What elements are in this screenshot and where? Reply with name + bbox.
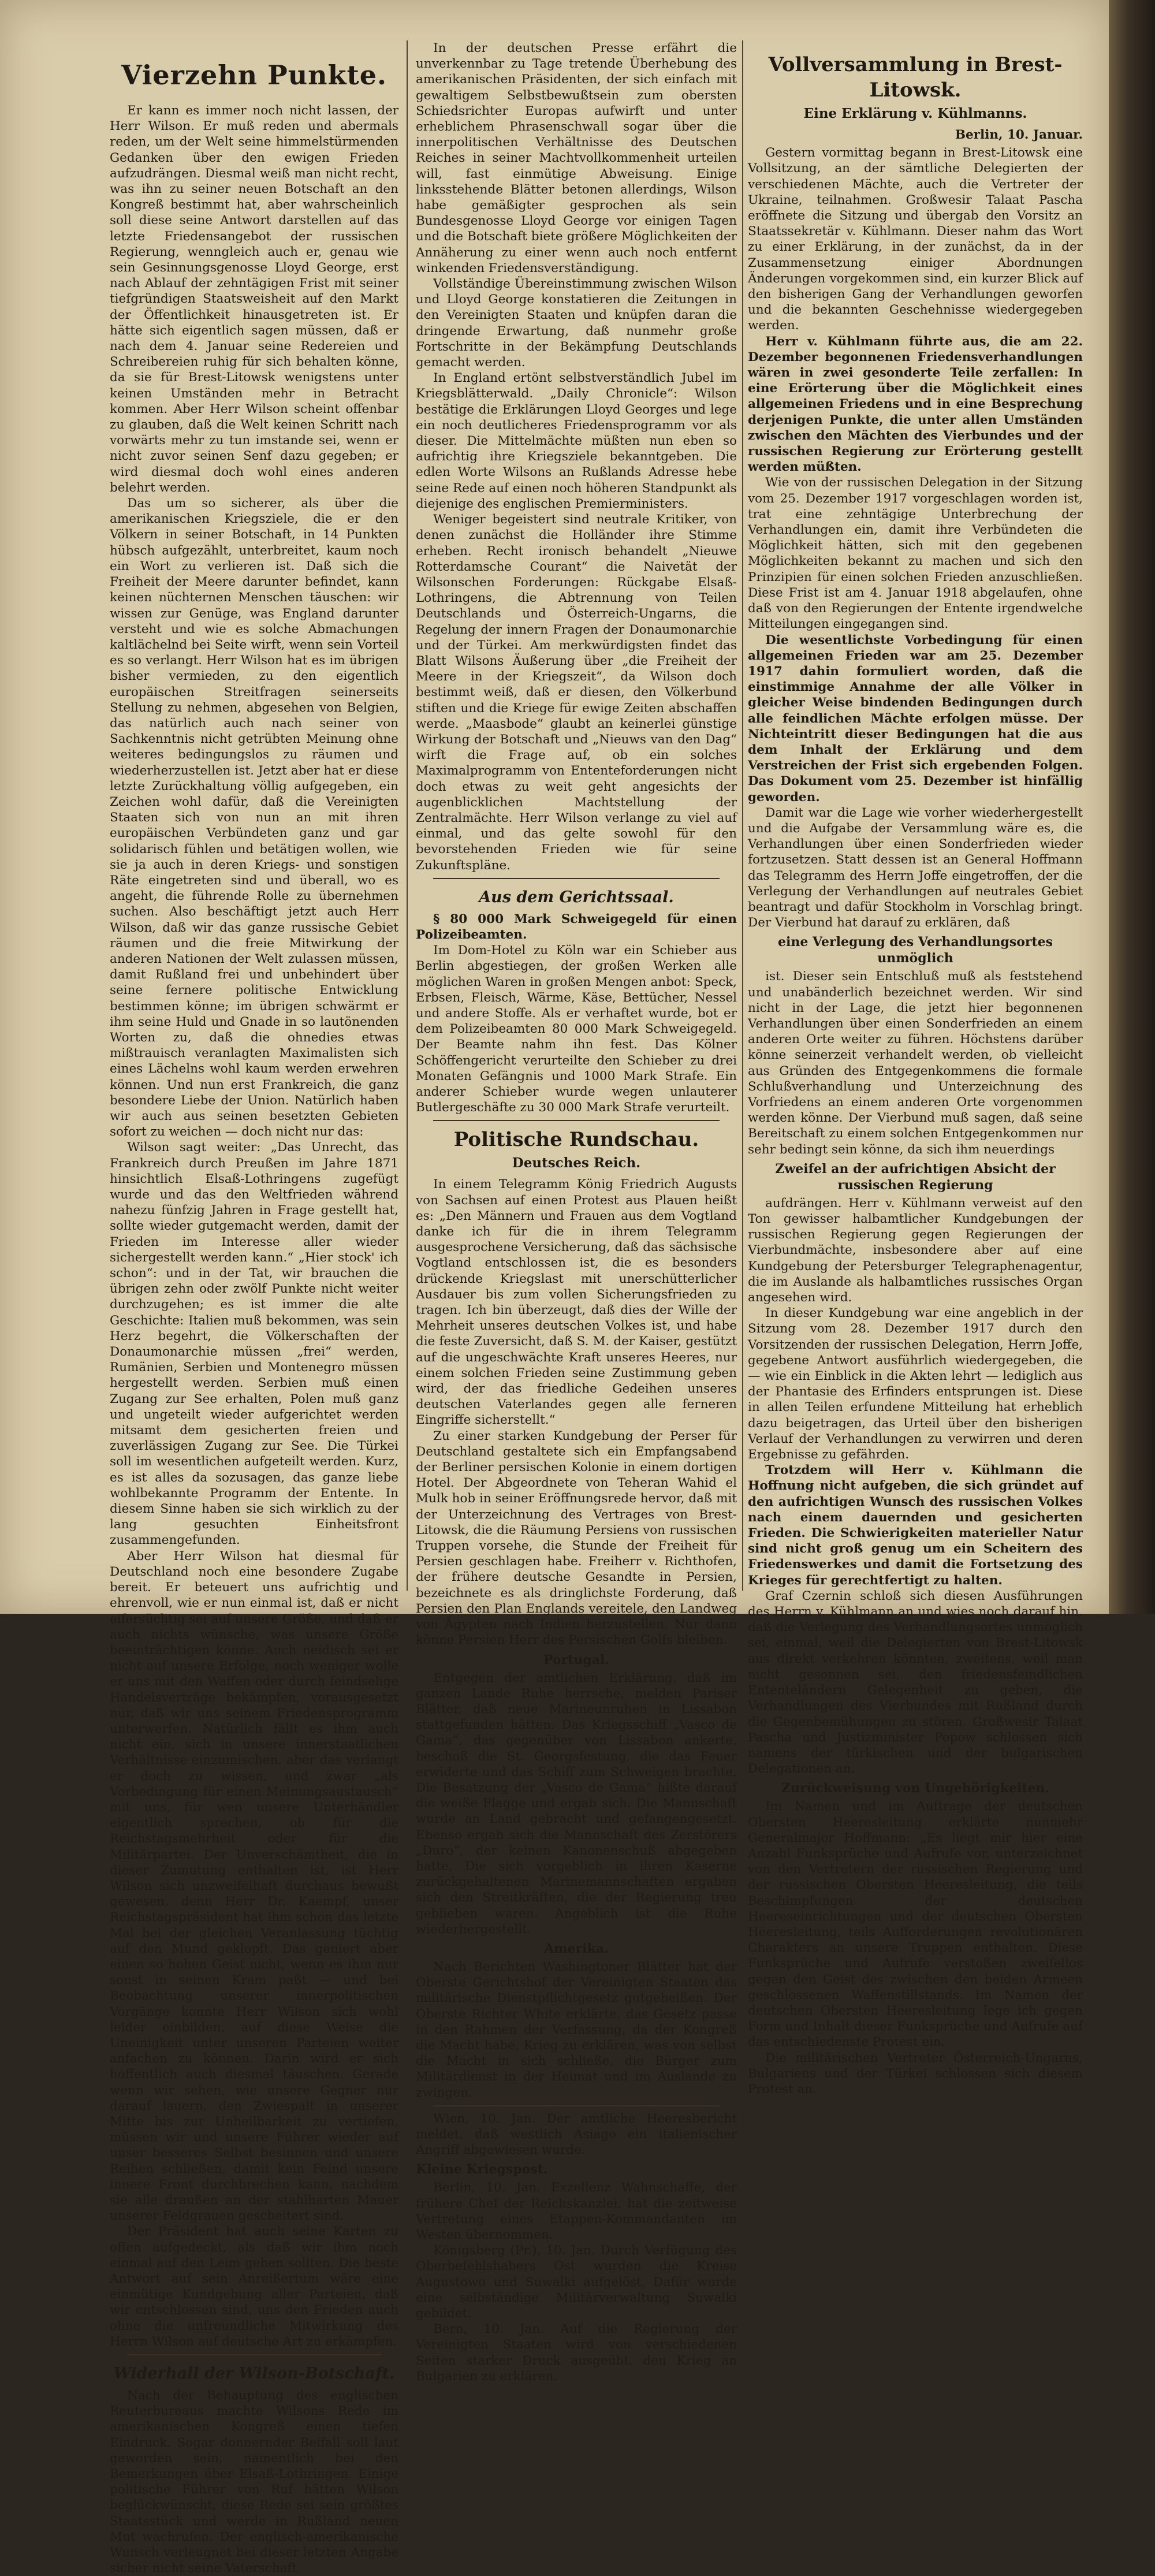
article-title-vierzehn-punkte: Vierzehn Punkte. (121, 59, 388, 91)
article-title-brest-litowsk: Vollversammlung in Brest-Litowsk. (768, 53, 1063, 102)
paragraph: Nach Berichten Washingtoner Blätter hat der Oberste Gerichtshof der Vereinigten Staaten das militärische Dienstpflichtgesetz gutgeheißen. Der Oberste Richter White erklärte, das Gesetz passe in den Rahmen der Verfassung, da der Kongreß die Macht habe, Krieg zu erklären, was von selbst die Macht in sich schließe, die Bürger zum Militärdienst in der Heimat und im Auslande zu zwingen. (416, 1959, 737, 2100)
paragraph: Damit war die Lage wie vorher wiederhergestellt und die Aufgabe der Versammlung wäre es, die Verhandlungen über einen Sonderfrieden wieder fortzusetzen. Statt dessen ist an General Hoffmann das Telegramm des Herrn Joffe eingetroffen, der die Verlegung der Verhandlungen auf neutrales Gebiet beantragt und dafür Stockholm in Vorschlag bringt. Der Vierbund hat darauf zu erklären, daß (748, 805, 1083, 930)
paragraph: Trotzdem will Herr v. Kühlmann die Hoffnung nicht aufgeben, die sich gründet auf den aufrichtigen Wunsch des russischen Volkes nach einem dauernden und gesicherten Frieden. Die Schwierigkeiten materieller Natur sind nicht groß genug um ein Scheitern des Friedenswerkes und damit die Fortsetzung des Krieges für gerechtfertigt zu halten. (748, 1463, 1083, 1588)
paragraph: Die militärischen Vertreter Österreich-Ungarns, Bulgariens und der Türkei schlossen sich diesem Protest an. (748, 2050, 1083, 2097)
paragraph: aufdrängen. Herr v. Kühlmann verweist auf den Ton gewisser halbamtlicher Kundgebungen der russischen Regierung gegen Regierungen der Vierbundmächte, insbesondere aber auf eine Kundgebung der Petersburger Telegraphenagentur, die im Auslande als halbamtliches russisches Organ angesehen wird. (748, 1196, 1083, 1305)
paragraph: Der Präsident hat auch seine Karten zu offen aufgedeckt, als daß wir ihm noch einmal auf den Leim gehen sollten. Die beste Antwort auf sein Anreißertum wäre eine einmütige Kundgebung aller Parteien, daß wir entschlossen sind, uns den Frieden auch ohne die unfreundliche Mitwirkung des Herrn Wilson auf deutsche Art zu erkämpfen. (110, 2224, 398, 2349)
paragraph: Bern, 10. Jan. Auf die Regierung der Vereinigten Staaten wird von verschiedenen Seiten starker Druck ausgeübt, den Krieg an Bulgarien zu erklären. (416, 2322, 737, 2384)
paragraph: Königsberg (Pr.), 10. Jan. Durch Verfügung des Oberbefehlshabers Ost wurden die Kreise Augustowo und Suwalki aufgelöst. Dafür wurde eine selbständige Militärverwaltung Suwalki gebildet. (416, 2243, 737, 2321)
paragraph: Entgegen der amtlichen Erklärung, daß im ganzen Lande Ruhe herrsche, melden Pariser Blätter, daß neue Marineunruhen in Lissabon stattgefunden hätten. Das Kriegsschiff „Vasco de Gama“, das gegenüber von Lissabon ankerte, beschoß die St. Georgsfestung, die das Feuer erwiderte und das Schiff zum Schweigen brachte. Die Besatzung der „Vasco de Gama“ hißte darauf die weiße Flagge und ergab sich. Die Mannschaft wurde an Land gebracht und gefangengesetzt. Ebenso ergab sich die Mannschaft des Zerstörers „Duro“, der keinen Kanonenschuß abgegeben hatte. Die sich vorgeblich in ihren Kaserne zurückgehaltenen Marinemannschaften ergaben sich den Streitkräften, die der Regierung treu geblieben waren. Angeblich ist die Ruhe wiederhergestellt. (416, 1670, 737, 1937)
column-rule (742, 40, 743, 1591)
paragraph: Herr v. Kühlmann führte aus, die am 22. Dezember begonnenen Friedensverhandlungen wären in zwei gesonderte Teile zerfallen: In eine Erörterung über die Möglichkeit eines allgemeinen Friedens und in eine Besprechung derjenigen Punkte, die unter allen Umständen zwischen den Mächten des Vierbundes und der russischen Regierung zur Erörterung gestellt werden müßten. (748, 334, 1083, 475)
column-middle (416, 40, 737, 2384)
subheading: Zurückweisung von Ungehörigkeiten. (781, 1781, 1050, 1796)
subheading: eine Verlegung des Verhandlungsortes unmöglich (777, 935, 1053, 966)
paragraph: In der deutschen Presse erfährt die unverkennbar zu Tage tretende Überhebung des amerikanischen Präsidenten, der sich einfach mit gewaltigem Selbstbewußtsein zum obersten Schiedsrichter Europas aufwirft und unter erheblichem Phrasenschwall sogar über die innerpolitischen Verhältnisse des Deutschen Reiches in seiner Machtvollkommenheit urteilen will, fast einmütige Abweisung. Einige linksstehende Blätter betonen allerdings, Wilson habe gemäßigter gesprochen als sein Bundesgenosse Lloyd George vor einigen Tagen und die Botschaft biete größere Möglichkeiten der Annäherung zu einer wenn auch noch entfernt winkenden Friedensverständigung. (416, 41, 737, 276)
divider (433, 878, 720, 879)
article-subtitle: Eine Erklärung v. Kühlmanns. (803, 106, 1027, 121)
subsection-title-amerika: Amerika. (544, 1941, 609, 1956)
binding-edge (1109, 0, 1155, 1614)
column-left (110, 40, 398, 2576)
paragraph: Nach der Behauptung des englischen Reuterbureaus machte Wilsons Rede im amerikanischen Kongreß einen tiefen Eindruck. Sogar donnernder Beifall soll laut geworden sein, namentlich bei den Bemerkungen über Elsaß-Lothringen. Einige politische Führer von Ruf hätten Wilson beglückwünscht, diese Rede sei sein größtes Staatsstück und werde in Rußland neuen Mut wachrufen. Der englisch-amerikanische Wunsch verleugnet bei dieser letzten Angabe sicher nicht seine Vaterschaft. (110, 2388, 398, 2576)
paragraph: Er kann es immer noch nicht lassen, der Herr Wilson. Er muß reden und abermals reden, um der Welt seine himmelstürmenden Gedanken über den ewigen Frieden aufzudrängen. Diesmal weiß man nicht recht, was ihn zu seiner neuen Botschaft an den Kongreß bestimmt hat, aber wahrscheinlich soll diese seine Antwort darstellen auf das letzte Friedensangebot der russischen Regierung, wenngleich auch er, genau wie sein Gesinnungsgenosse Lloyd George, erst nach Ablauf der zehntägigen Frist mit seiner tiefgründigen Staatsweisheit auf den Markt der Öffentlichkeit hinausgetreten ist. Er hätte sich eigentlich sagen müssen, daß er nach dem 4. Januar seine Redereien und Schreibereien ruhig für sich behalten könne, da sie für Brest-Litowsk wenigstens unter keinen Umständen mehr in Betracht kommen. Aber Herr Wilson scheint offenbar zu glauben, daß die Welt keinen Schritt nach vorwärts mehr zu tun imstande sei, wenn er nicht zuvor seinen Senf dazu gegeben; er wird diesmal doch wohl eines anderen belehrt werden. (110, 103, 398, 495)
paragraph: Zu einer starken Kundgebung der Perser für Deutschland gestaltete sich ein Empfangsabend der Berliner persischen Kolonie in einem dortigen Hotel. Der Abgeordnete von Teheran Wahid el Mulk hob in seiner Eröffnungsrede hervor, daß mit der Unterzeichnung des Vertrages von Brest-Litowsk, die die Räumung Persiens von russischen Truppen vorsehe, die Stunde der Freiheit für Persien geschlagen habe. Freiherr v. Richthofen, der frühere deutsche Gesandte in Persien, bezeichnete es als dringlichste Forderung, daß Persien den Plan Englands vereitele, den Landweg von Ägypten nach Indien herzustellen. Nur dann könne Persien Herr des Persischen Golfs bleiben. (416, 1428, 737, 1648)
paragraph: In einem Telegramm König Friedrich Augusts von Sachsen auf einen Protest aus Plauen heißt es: „Den Männern und Frauen aus dem Vogtland danke ich für die in ihrem Telegramm ausgesprochene Versicherung, daß das sächsische Vogtland entschlossen ist, die es besonders drückende Kriegslast mit unerschütterlicher Ausdauer bis zum vollen Sicherungsfrieden zu tragen. Ich bin überzeugt, daß dies der Wille der Mehrheit unseres deutschen Volkes ist, und habe die feste Zuversicht, daß S. M. der Kaiser, gestützt auf die ungeschwächte Kraft unseres Heeres, nur einem solchen Frieden seine Zustimmung geben wird, der das friedliche Gedeihen unseres deutschen Vaterlandes gegen alle ferneren Eingriffe sicherstellt.“ (416, 1177, 737, 1428)
paragraph: Gestern vormittag begann in Brest-Litowsk eine Vollsitzung, an der sämtliche Delegierten der verschiedenen Mächte, auch die Vertreter der Ukraine, teilnahmen. Großwesir Talaat Pascha eröffnete die Sitzung und übergab den Vorsitz an Staatssekretär v. Kühlmann. Dieser nahm das Wort zu einer Erklärung, in der zunächst, da in der Zusammensetzung einiger Abordnungen Änderungen vorgekommen sind, ein kurzer Blick auf den bisherigen Gang der Verhandlungen geworfen und die bekannten Geschehnisse wiedergegeben werden. (748, 146, 1083, 333)
paragraph: Das um so sicherer, als über die amerikanischen Kriegsziele, die er den Völkern in seiner Botschaft, in 14 Punkten hübsch aufgezählt, unterbreitet, kaum noch ein Wort zu verlieren ist. Daß sich die Freiheit der Meere darunter befindet, kann keinen nüchternen Menschen täuschen: wir wissen zur Genüge, was England darunter versteht und wie es solche Abmachungen kaltlächelnd bei Seite wirft, wenn sein Vorteil es so verlangt. Herr Wilson hat es im übrigen bisher vermieden, zu den eigentlich europäischen Streitfragen seinerseits Stellung zu nehmen, abgesehen von Belgien, das natürlich auch nach seiner von Sachkenntnis nicht getrübten Meinung ohne weiteres bedingungslos zu räumen und wiederherzustellen ist. Jetzt aber hat er diese letzte Zurückhaltung völlig aufgegeben, ein Zeichen wohl dafür, daß die Vereinigten Staaten sich von nun an mit ihren europäischen Verbündeten ganz und gar solidarisch fühlen und betätigen wollen, wie sie ja auch in deren Kriegs- und sonstigen Räte eingetreten sind und überall, wo es angeht, die führende Rolle zu übernehmen suchen. Also beschäftigt jetzt auch Herr Wilson, daß wir das ganze russische Gebiet räumen und die freie Mitwirkung der anderen Nationen der Welt zulassen müssen, damit Rußland frei und unbehindert über seine fernere politische Entwicklung bestimmen könne; im übrigen schwärmt er ihm seine Huld und Gnade in so lautönenden Worten zu, daß die ohnedies etwas mißtrauisch veranlagten Maximalisten sich eines Lächelns wohl kaum werden erwehren können. Und nun erst Frankreich, die ganz besondere Liebe der Union. Natürlich haben wir auch aus seinen besetzten Gebieten sofort zu weichen — doch nicht nur das: (110, 496, 398, 1140)
section-title-gerichtssaal: Aus dem Gerichtssaal. (479, 888, 674, 906)
divider (433, 1120, 720, 1121)
paragraph: Vollständige Übereinstimmung zwischen Wilson und Lloyd George konstatieren die Zeitungen in den Vereinigten Staaten und knüpfen daran die dringende Erwartung, daß nunmehr große Fortschritte in der Bekämpfung Deutschlands gemacht werden. (416, 277, 737, 370)
paragraph: Wie von der russischen Delegation in der Sitzung vom 25. Dezember 1917 vorgeschlagen worden ist, trat eine zehntägige Unterbrechung der Verhandlungen ein, damit ihre Verbündeten die Möglichkeit hätten, sich mit den gegebenen Möglichkeiten bekannt zu machen und sich den Prinzipien für einen solchen Frieden anzuschließen. Diese Frist ist am 4. Januar 1918 abgelaufen, ohne daß von den Regierungen der Entente irgendwelche Mitteilungen eingegangen sind. (748, 475, 1083, 632)
paragraph: In England ertönt selbstverständlich Jubel im Kriegsblätterwald. „Daily Chronicle“: Wilson bestätige die Erklärungen Lloyd Georges und lege ein noch deutlicheres Friedensprogramm vor als dieser. Die Mittelmächte müßten nun eben so aufrichtig ihre Kriegsziele bekanntgeben. Die edlen Worte Wilsons an Rußlands Adresse hebe seine Rede auf einen noch höheren Standpunkt als diejenige des englischen Premierministers. (416, 371, 737, 511)
paragraph-lead: § 80 000 Mark Schweigegeld für einen Polizeibeamten. (416, 911, 737, 942)
divider (127, 2354, 381, 2355)
paragraph: ist. Dieser sein Entschluß muß als feststehend und unabänderlich bezeichnet werden. Wir sind nicht in der Lage, die jetzt hier begonnenen Verhandlungen über einen Sonderfrieden an einem anderen Orte weiter zu führen. Höchstens darüber könne seinerzeit verhandelt werden, ob vielleicht aus Gründen des Entgegenkommens die formale Schlußverhandlung und Unterzeichnung des Vorfriedens an einem anderen Orte vorgenommen werden könne. Der Vierbund muß sagen, daß seine Bereitschaft zu einem solchen Entgegenkommen nur sehr bedingt sein könne, da sich ihm neuerdings (748, 969, 1083, 1157)
subsection-title-portugal: Portugal. (543, 1652, 610, 1667)
paragraph: Berlin, 10. Jan. Exzellenz Wahnschaffe, der frühere Chef der Reichskanzlei, hat die zeitweise Vertretung eines Etappen-Kommandanten im Westen übernommen. (416, 2180, 737, 2242)
paragraph: Wien, 10. Jan. Der amtliche Heeresbericht meldet, daß westlich Asiago ein italienischer Angriff abgewiesen wurde. (416, 2111, 737, 2158)
paragraph: Die wesentlichste Vorbedingung für einen allgemeinen Frieden war am 25. Dezember 1917 dahin formuliert worden, daß die einstimmige Annahme der alle Völker in gleicher Weise bindenden Bedingungen durch alle feindlichen Mächte erfolgen müsse. Der Nichteintritt dieser Bedingungen hat die aus dem Inhalt der Erklärung und dem Verstreichen der Frist sich ergebenden Folgen. Das Dokument vom 25. Dezember ist hinfällig geworden. (748, 632, 1083, 805)
paragraph: In dieser Kundgebung war eine angeblich in der Sitzung vom 28. Dezember 1917 durch den Vorsitzenden der russischen Delegation, Herrn Joffe, gegebene Antwort ausführlich wiedergegeben, die — wie ein Einblick in die Akten lehrt — lediglich aus der Phantasie des Erfinders entsprungen ist. Diese in allen Teilen erfundene Mitteilung hat erheblich dazu beigetragen, das Urteil über den bisherigen Verlauf der Verhandlungen zu verwirren und deren Ergebnisse zu gefährden. (748, 1306, 1083, 1462)
paragraph: Aber Herr Wilson hat diesmal für Deutschland noch eine besondere Zugabe bereit. Er beteuert uns aufrichtig und ehrenvoll, wie er nun einmal ist, daß er nicht eifersüchtig sei auf unsere Größe, und daß er auch nichts wünsche, was unsere Größe beeinträchtigen könne. Auch neidisch sei er nicht auf unsere Erfolge, noch weniger wolle er uns mit den Waffen oder durch feindselige Handelsverträge bekämpfen, vorausgesetzt nur, daß wir uns seinem Friedensprogramm unterwerfen. Natürlich fällt es ihm auch nicht ein, sich in unsere innerstaatlichen Verhältnisse einzumischen, aber das verlangt er doch zu wissen, und zwar „als Vorbedingung für einen Meinungsaustausch“ mit uns, für wen unsere Unterhändler eigentlich sprechen, ob für die Reichstagsmehrheit oder für die Militärpartei. Der Unverschämtheit, die in dieser Zumutung enthalten ist, ist Herr Wilson sich unzweifelhaft durchaus bewußt gewesen, denn Herr Dr. Kaempf, unser Reichstagspräsident hat ihm schon das letzte Mal bei der gleichen Veranlassung tüchtig auf den Mund geklopft. Das geniert aber einen so hohen Geist nicht, wenn es ihm nur sonst in seinen Kram paßt — und bei Beobachtung unserer innerpolitischen Vorgänge konnte Herr Wilson sich wohl leider einbilden, auf diese Weise die Uneinigkeit unter unseren Parteien weiter anfachen zu können. Darin wird er sich hoffentlich auch diesmal täuschen. Gerade wenn wir sehen, wie unsere Gegner nur darauf lauern, den Zwiespalt in unserer Mitte bis zur Unheilbarkeit zu vertiefen, müssen wir und unsere Führer wieder auf unser besseres Selbst besinnen und unsere Reihen schließen, damit kein Feind unsere innere Front durchbrechen kann, nachdem sie alle draußen an der stahlharten Mauer unserer Feldgrauen gescheitert sind. (110, 1548, 398, 2224)
paragraph: Weniger begeistert sind neutrale Kritiker, von denen zunächst die Holländer ihre Stimme erheben. Recht ironisch behandelt „Nieuwe Rotterdamsche Courant“ die Naivetät der Wilsonschen Forderungen: Rückgabe Elsaß-Lothringens, die Abtrennung von Teilen Deutschlands und Österreich-Ungarns, die Regelung der innern Fragen der Donaumonarchie und der Türkei. Am merkwürdigsten findet das Blatt Wilsons Äußerung über „die Freiheit der Meere in der Kriegszeit“, da Wilson doch bestimmt weiß, daß er diesen, den Völkerbund stiften und die Kriege für ewige Zeiten abschaffen werde. „Maasbode“ glaubt an keinerlei günstige Wirkung der Botschaft und „Nieuws van den Dag“ wirft die Frage auf, ob ein solches Maximalprogramm von Ententeforderungen nicht doch etwas zu weit geht angesichts der augenblicklichen Machtstellung der Zentralmächte. Herr Wilson verlange zu viel auf einmal, und das gelte sowohl für den bevorstehenden Frieden wie für seine Zukunftspläne. (416, 512, 737, 873)
subsection-title-reich: Deutsches Reich. (512, 1155, 641, 1171)
paragraph: Graf Czernin schloß sich diesen Ausführungen des Herrn v. Kühlmann an und wies noch darauf hin, daß die Verlegung des Verhandlungsortes unmöglich sei, einmal, weil die Delegierten von Brest-Litowsk aus direkt verkehren könnten, zweitens, weil man nicht gesonnen sei, den friedensfeindlichen Ententeländern Gelegenheit zu geben, die Verhandlungen des Vierbundes mit Rußland durch die Gegenbemühungen zu stören. Großwesir Talaat Pascha und Justizminister Popow schlossen sich namens der türkischen und der bulgarischen Delegationen an. (748, 1588, 1083, 1777)
subsection-title-kleine-kriegspost: Kleine Kriegspost. (416, 2162, 548, 2177)
section-title-rundschau: Politische Rundschau. (453, 1128, 699, 1152)
section-title-widerhall: Widerhall der Wilson-Botschaft. (113, 2365, 395, 2383)
column-right (748, 40, 1083, 2097)
column-rule (407, 40, 408, 1591)
divider (433, 2105, 720, 2106)
paragraph: Im Dom-Hotel zu Köln war ein Schieber aus Berlin abgestiegen, der großen Werken alle möglichen Waren in großen Mengen anbot: Speck, Erbsen, Fleisch, Wärme, Käse, Bettücher, Nessel und andere Stoffe. Als er verhaftet wurde, bot er dem Polizeibeamten 80 000 Mark Schweigegeld. Der Beamte nahm ihn fest. Das Kölner Schöffengericht verurteilte den Schieber zu drei Monaten Gefängnis und 1000 Mark Strafe. Ein anderer Schieber wurde wegen unlauterer Butlergeschäfte zu 30 000 Mark Strafe verurteilt. (416, 943, 737, 1115)
paragraph: Im Namen und im Auftrage der deutschen Obersten Heeresleitung erklärte nunmehr Generalmajor Hoffmann: „Es liegt mir hier eine Anzahl Funksprüche und Aufrufe vor, unterzeichnet von den Vertretern der russischen Regierung und der russischen Obersten Heeresleitung, die teils Beschimpfungen der deutschen Heereseinrichtungen und der deutschen Obersten Heeresleitung, teils Aufforderungen revolutionären Charakters an unsere Truppen enthalten. Diese Funksprüche und Aufrufe verstoßen zweifellos gegen den Geist des zwischen den beiden Armeen geschlossenen Waffenstillstands. Im Namen der deutschen Obersten Heeresleitung lege ich gegen Form und Inhalt dieser Funksprüche und Aufrufe auf das entschiedenste Protest ein. (748, 1799, 1083, 2050)
dateline: Berlin, 10. Januar. (955, 128, 1083, 142)
subheading: Zweifel an der aufrichtigen Absicht der russischen Regierung (775, 1161, 1056, 1193)
paragraph: Wilson sagt weiter: „Das Unrecht, das Frankreich durch Preußen im Jahre 1871 hinsichtlich Elsaß-Lothringens zugefügt wurde und das den Weltfrieden während nahezu fünfzig Jahren in Frage gestellt hat, sollte wieder gutgemacht werden, damit der Frieden im Interesse aller wieder sichergestellt werden kann.“ „Hier stock' ich schon“: und in der Tat, wir brauchen die übrigen zehn oder zwölf Punkte nicht weiter durchzugehen; es ist immer die alte Geschichte: Italien muß bekommen, was sein Herz begehrt, die Völkerschaften der Donaumonarchie müssen „frei“ werden, Rumänien, Serbien und Montenegro müssen hergestellt werden. Serbien muß einen Zugang zur See erhalten, Polen muß ganz und ungeteilt wieder aufgerichtet werden mitsamt dem gesicherten freien und zuverlässigen Zugang zur See. Die Türkei soll im wesentlichen aufgeteilt werden. Kurz, es ist alles da sozusagen, das ganze liebe wohlbekannte Programm der Entente. In diesem Sinne haben sie sich wirklich zu der lang gesuchten Einheitsfront zusammengefunden. (110, 1140, 398, 1548)
